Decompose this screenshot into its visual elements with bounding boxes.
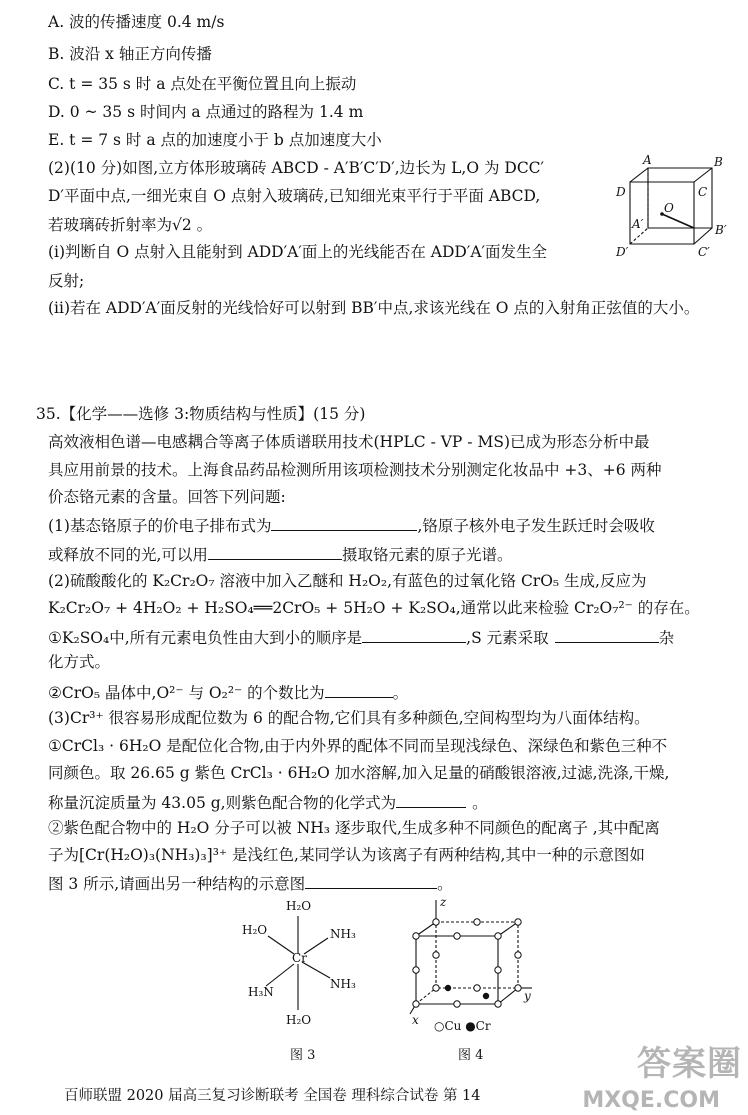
answer-blank-6[interactable]: [396, 791, 466, 808]
q34-part2-line4: (ⅰ)判断自 O 点射入且能射到 ADD′A′面上的光线能否在 ADD′A′面发生全: [48, 243, 548, 261]
q35-sub2-line5: [48, 681, 408, 703]
q35-header: 35.【化学——选修 3:物质结构与性质】(15 分): [36, 405, 366, 423]
q35-sub3-text-d: 称量沉淀质量为 43.05 g,则紫色配合物的化学式为: [48, 794, 397, 812]
fig4-legend: ○Cu ●Cr: [434, 1019, 491, 1033]
q35-sub3-text-h: 图 3 所示,请画出另一种结构的示意图: [48, 875, 306, 893]
answer-blank-5[interactable]: [325, 681, 393, 698]
cube-label-d: D: [616, 185, 626, 199]
fig3-ligand-upper-right: NH₃: [330, 927, 356, 941]
q35-sub1-text-c: 或释放不同的光,可以用: [48, 546, 208, 564]
q34-part2-line1: (2)(10 分)如图,立方体形玻璃砖 ABCD - A′B′C′D′,边长为 L,O 为 DCC′: [48, 159, 545, 177]
q35-sub1-text-d: 摄取铬元素的原子光谱。: [341, 546, 513, 564]
cube-label-c1: C′: [698, 245, 710, 259]
cube-label-c: C: [698, 185, 708, 199]
fig3-ligand-lower-left: H₃N: [248, 985, 274, 999]
figure-4-unit-cell: [400, 896, 550, 1036]
q35-sub2-text-e: 杂: [658, 629, 675, 647]
figure-3-caption: 图 3: [290, 1048, 316, 1063]
q34-part2-line6: (ⅱ)若在 ADD′A′面反射的光线恰好可以射到 BB′中点,求该光线在 O 点的入射角正弦值的大小。: [48, 299, 700, 317]
q35-sub3-line3: 同颜色。取 26.65 g 紫色 CrCl₃ · 6H₂O 加水溶解,加入足量的硝酸银溶液,过滤,洗涤,干燥,: [48, 764, 670, 782]
cube-label-d1: D′: [616, 245, 629, 259]
q35-sub2-text-c: ①K₂SO₄中,所有元素电负性由大到小的顺序是: [48, 629, 363, 647]
fig3-center-atom: Cr: [292, 951, 307, 965]
q35-sub2-line4: 化方式。: [48, 653, 111, 671]
q35-sub1-text-b: ,铬原子核外电子发生跃迁时会吸收: [417, 517, 655, 535]
fig4-axis-x: x: [412, 1013, 419, 1027]
q35-sub2-line2: K₂Cr₂O₇ + 4H₂O₂ + H₂SO₄══2CrO₅ + 5H₂O + K₂SO₄,通常以此来检验 Cr₂O₇²⁻ 的存在。: [48, 599, 700, 617]
option-c: C. t = 35 s 时 a 点处在平衡位置且向上振动: [48, 75, 357, 93]
q35-sub2-text-g: ②CrO₅ 晶体中,O²⁻ 与 O₂²⁻ 的个数比为: [48, 684, 325, 702]
cube-label-b1: B′: [715, 223, 727, 237]
q35-sub2-line1: (2)硫酸酸化的 K₂Cr₂O₇ 溶液中加入乙醚和 H₂O₂,有蓝色的过氧化铬 CrO₅ 生成,反应为: [48, 572, 647, 590]
q34-part2-line2: D′平面中点,一细光束自 O 点射入玻璃砖,已知细光束平行于平面 ABCD,: [48, 187, 541, 205]
watermark-url: MXQE.COM: [582, 1088, 720, 1113]
q35-sub3-line1: (3)Cr³⁺ 很容易形成配位数为 6 的配合物,它们具有多种颜色,空间构型均为八面体结构。: [48, 709, 650, 727]
page-footer: 百师联盟 2020 届高三复习诊断联考 全国卷 理科综合试卷 第 14: [64, 1088, 481, 1104]
q35-sub3-line4: [48, 791, 488, 813]
fig3-ligand-bottom: H₂O: [286, 1013, 312, 1027]
cube-figure: [612, 152, 732, 264]
cube-label-a1: A′: [632, 217, 644, 231]
option-a: A. 波的传播速度 0.4 m/s: [48, 13, 225, 31]
q35-sub3-text-i: 。: [437, 875, 453, 893]
q35-intro-line1: 高效液相色谱—电感耦合等离子体质谱联用技术(HPLC - VP - MS)已成为形态分析中最: [48, 433, 650, 451]
q35-intro-line3: 价态铬元素的含量。回答下列问题:: [48, 488, 286, 506]
q35-sub1-text-a: (1)基态铬原子的价电子排布式为: [48, 517, 272, 535]
fig4-axis-z: z: [440, 896, 447, 909]
answer-blank-4[interactable]: [555, 626, 659, 643]
figure-4-caption: 图 4: [458, 1048, 484, 1063]
fig3-ligand-top: H₂O: [286, 899, 312, 913]
q34-part2-line3: 若玻璃砖折射率为√2 。: [48, 216, 213, 234]
fig3-ligand-upper-left: H₂O: [242, 923, 268, 937]
q34-part2-line5: 反射;: [48, 272, 85, 290]
q35-sub2-text-d: ,S 元素采取: [466, 629, 549, 647]
q35-sub2-text-h: 。: [392, 684, 409, 702]
fig3-ligand-lower-right: NH₃: [330, 977, 356, 991]
answer-blank-2[interactable]: [208, 543, 342, 560]
q35-intro-line2: 具应用前景的技术。上海食品药品检测所用该项检测技术分别测定化妆品中 +3、+6 两种: [48, 461, 662, 479]
cube-label-b: B: [714, 155, 723, 169]
option-b: B. 波沿 x 轴正方向传播: [48, 45, 212, 63]
q35-sub3-text-e: 。: [472, 794, 488, 812]
figure-3-complex: [236, 896, 366, 1036]
option-d: D. 0 ~ 35 s 时间内 a 点通过的路程为 1.4 m: [48, 103, 364, 121]
q35-sub1-line2: [48, 543, 512, 565]
answer-blank-3[interactable]: [362, 626, 466, 643]
q35-sub1-line1: [48, 514, 655, 536]
q35-sub3-line6: 子为[Cr(H₂O)₃(NH₃)₃]³⁺ 是浅红色,某同学认为该离子有两种结构,其中一种的示意图如: [48, 846, 645, 864]
cube-label-a: A: [643, 153, 652, 167]
q35-sub3-line7: [48, 872, 453, 894]
q35-sub2-line3: [48, 626, 674, 648]
cube-label-o: O: [664, 201, 674, 215]
option-e: E. t = 7 s 时 a 点的加速度小于 b 点加速度大小: [48, 131, 382, 149]
answer-blank-1[interactable]: [271, 514, 417, 531]
answer-blank-7[interactable]: [305, 872, 437, 889]
q35-sub3-line5: ②紫色配合物中的 H₂O 分子可以被 NH₃ 逐步取代,生成多种不同颜色的配离子 ,其中配离: [48, 819, 660, 837]
q35-sub3-line2: ①CrCl₃ · 6H₂O 是配位化合物,由于内外界的配体不同而呈现浅绿色、深绿色和紫色三种不: [48, 737, 668, 755]
fig4-axis-y: y: [524, 989, 531, 1003]
watermark-logo: 答案圈: [637, 1044, 742, 1084]
